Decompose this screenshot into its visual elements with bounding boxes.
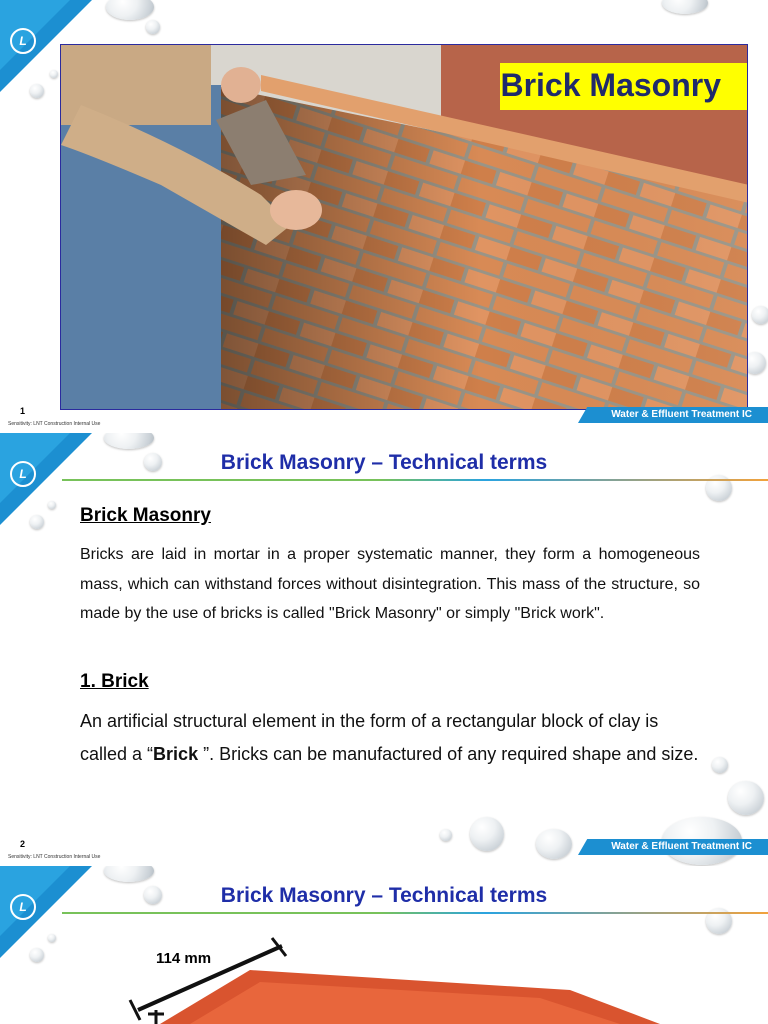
water-drop-icon — [106, 0, 154, 20]
water-drop-icon — [104, 433, 154, 449]
water-drop-icon — [752, 306, 768, 324]
water-drop-icon — [48, 934, 56, 942]
slide-1 — [0, 0, 768, 433]
sensitivity-label: Sensitivity: LNT Construction Internal Use — [8, 854, 101, 860]
brick-wall-photo — [60, 44, 748, 410]
brick-dimension-diagram — [100, 930, 660, 1024]
water-drop-icon — [50, 70, 58, 78]
slide-2-title: Brick Masonry – Technical terms — [220, 451, 548, 474]
lt-logo-icon: L — [10, 894, 36, 920]
slide-3 — [0, 866, 768, 1024]
brick-definition-bold: Brick — [153, 744, 199, 764]
water-drop-icon — [30, 84, 44, 98]
section-text-brick-masonry: Bricks are laid in mortar in a proper systematic manner, they form a homogeneous mass, which can withstand forces without disintegration. This mass of the structure, so made by the use of bricks is called "Brick Masonry" or simply "Brick work". — [80, 546, 700, 622]
water-drop-icon — [104, 866, 154, 882]
water-drop-icon — [662, 0, 708, 14]
slide-2 — [0, 433, 768, 866]
water-drop-icon — [712, 757, 728, 773]
lt-logo-icon: L — [10, 461, 36, 487]
water-drop-icon — [470, 817, 504, 851]
brick-definition-part-a: An artificial structural element in the form of a rectangular block of clay is called a “ — [80, 711, 659, 764]
water-drop-icon — [536, 829, 572, 859]
section-text-brick — [80, 705, 700, 771]
title-divider — [62, 479, 768, 481]
slide-3-title: Brick Masonry – Technical terms — [220, 884, 548, 907]
page-number: 1 — [20, 406, 26, 416]
slide-1-title: Brick Masonry — [500, 63, 747, 110]
water-drop-icon — [48, 501, 56, 509]
section-heading-brick-masonry: Brick Masonry — [80, 505, 211, 526]
water-drop-icon — [728, 781, 764, 815]
title-divider — [62, 912, 768, 914]
section-heading-brick: 1. Brick — [80, 671, 149, 692]
water-drop-icon — [30, 948, 44, 962]
footer-label: Water & Effluent Treatment IC — [611, 409, 752, 420]
dimension-label-length: 114 mm — [156, 950, 212, 967]
sensitivity-label: Sensitivity: LNT Construction Internal Use — [8, 421, 101, 427]
brick-definition-part-b: ”. Bricks can be manufactured of any required shape and size. — [198, 744, 699, 764]
water-drop-icon — [146, 20, 160, 34]
water-drop-icon — [30, 515, 44, 529]
page-number: 2 — [20, 839, 26, 849]
lt-logo-icon: L — [10, 28, 36, 54]
footer-label: Water & Effluent Treatment IC — [611, 841, 752, 852]
water-drop-icon — [440, 829, 452, 841]
